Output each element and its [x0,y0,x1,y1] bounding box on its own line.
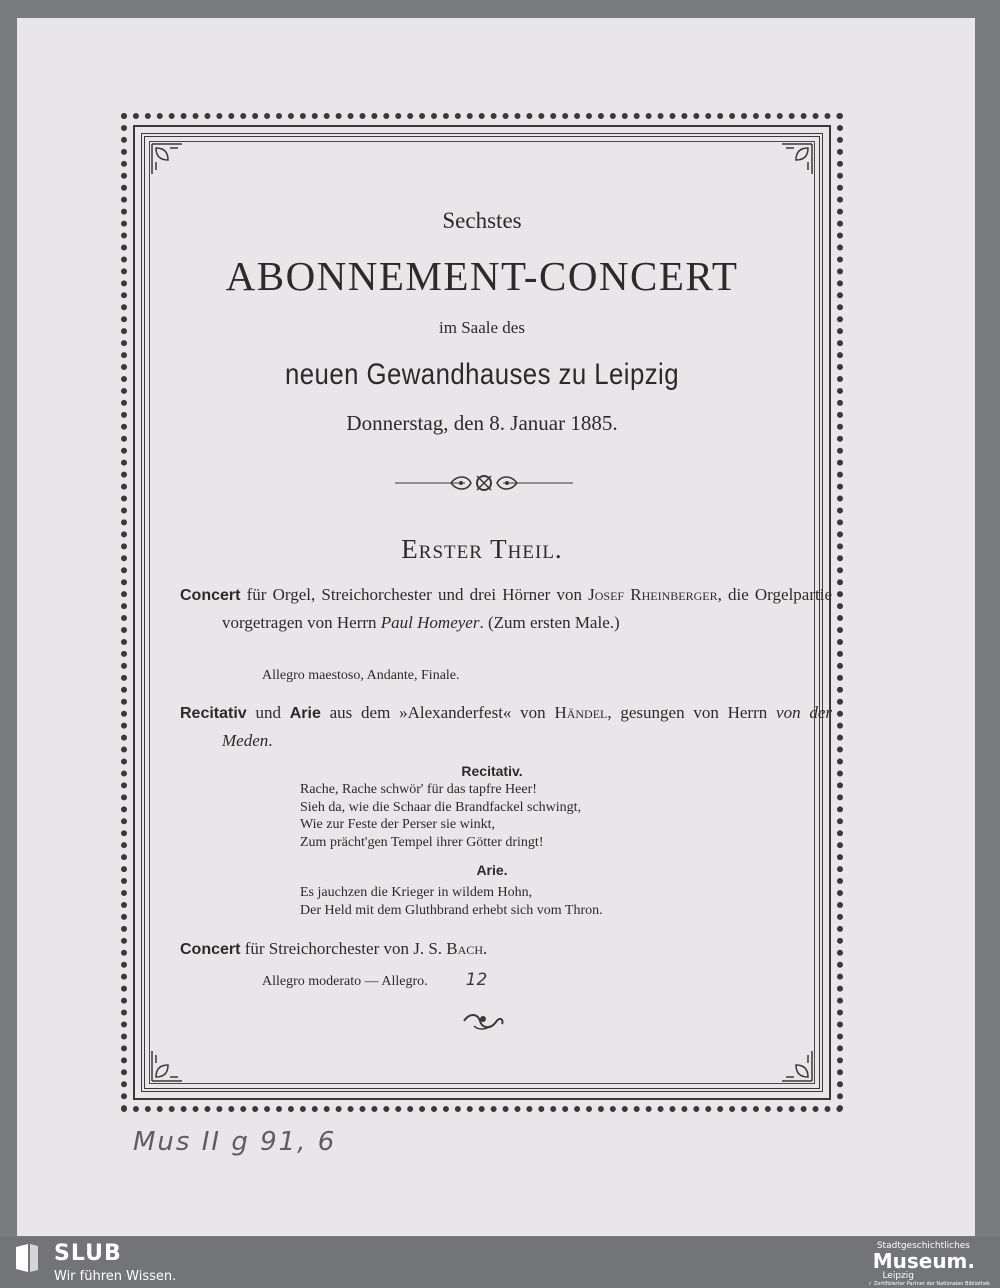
tailpiece-ornament-icon [460,1010,506,1032]
recitative-text [300,781,720,851]
venue-name: neuen Gewandhauses zu Leipzig [284,358,680,391]
museum-kicker: Stadtgeschichtliches [876,1241,970,1251]
corner-ornament-icon [150,1049,184,1083]
verse-line: Rache, Rache schwör' für das tapfre Heer! [300,782,537,797]
composer-name: J. S. Bach [413,939,483,958]
footer-bar [0,1237,1000,1288]
verse-line: Der Held mit dem Gluthbrand erhebt sich vom Thron. [300,902,603,918]
museum-city: Leipzig [882,1271,914,1281]
part-heading: Erster Theil. [401,534,563,564]
verse-line: Zum prächt'gen Tempel ihrer Götter dringt! [300,834,544,850]
verse-line: Wie zur Feste der Perser sie winkt, [300,817,495,832]
concert-date: Donnerstag, den 8. Januar 1885. [346,411,618,435]
performer-name: Paul Homeyer [380,613,480,632]
movements-1: Allegro maestoso, Andante, Finale. [262,668,460,683]
aria-text [300,884,720,919]
concert-title: ABONNEMENT-CONCERT [225,253,739,299]
program-item-3: Concert für Streichorchester von J. S. Bach. [180,939,488,958]
composer-name: Händel [554,703,608,722]
item-lead: Concert [180,941,241,958]
corner-ornament-icon [780,1049,814,1083]
item-lead: Concert [180,587,241,604]
verse-line: Es jauchzen die Krieger in wildem Hohn, [300,885,533,900]
recitative-heading: Recitativ. [461,763,523,779]
corner-ornament-icon [150,142,184,176]
program-item-2: Recitativ und Arie aus dem »Alexanderfest« von Händel, gesungen von Herrn von der Meden. [180,703,832,750]
venue-intro: im Saale des [439,318,525,337]
verse-line: Sieh da, wie die Schaar die Brandfackel schwingt, [300,799,582,815]
corner-ornament-icon [780,142,814,176]
composer-name: Josef Rheinberger [588,585,718,604]
library-name: SLUB [54,1241,122,1266]
concert-ordinal: Sechstes [442,208,522,233]
handwritten-shelfmark: Mus II g 91, 6 [133,1127,337,1157]
museum-name: Museum. [872,1249,975,1273]
handwritten-number: 12 [465,970,488,990]
flourish-divider-icon [395,470,573,496]
program-item-1: Concert für Orgel, Streichorchester und drei Hörner von Josef Rheinberger, die Orgelpartie vorgetragen von Herrn Paul Homeyer. (Zum ersten Male.) [180,585,833,632]
aria-heading: Arie. [476,862,508,878]
performer-name: von der Meden [222,703,832,750]
movements-3: Allegro moderato — Allegro. 12 [262,970,488,990]
slub-logo-icon [14,1243,40,1273]
item-lead: Recitativ [180,705,247,722]
library-tagline: Wir führen Wissen. [54,1269,177,1284]
item-lead: Arie [289,705,321,722]
museum-certification: ✓ Zertifizierter Partner der Nationalen Bibliothek [868,1281,990,1287]
